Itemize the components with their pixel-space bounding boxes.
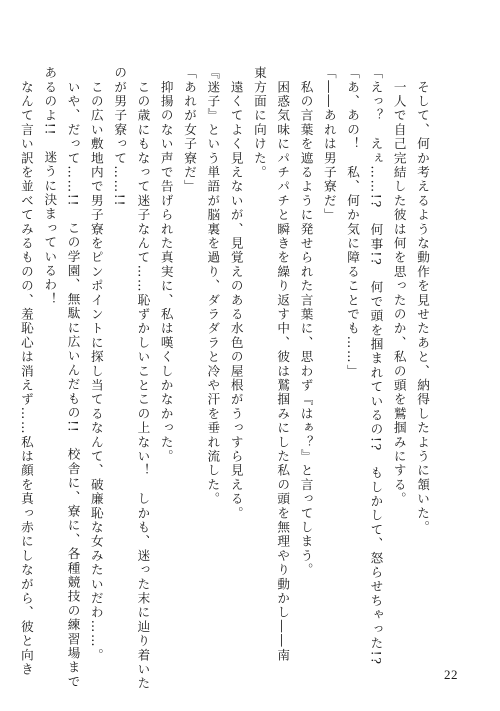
text-line: 『迷子』という単語が脳裏を過り、ダラダラと冷や汗を垂れ流した。 xyxy=(205,66,221,507)
text-line: 私の言葉を遮るように発せられた言葉に、思わず『はぁ？』と言ってしまう。 xyxy=(298,66,314,578)
text-line: 「えっ？ えぇ……!? 何事!? 何で頭を掴まれているの!? もしかして、怒らせちゃった!? xyxy=(368,66,384,666)
text-line: 「あ、あの！ 私、何か気に障ることでも……」 xyxy=(345,66,361,379)
text-line: 一人で自己完結した彼は何を思ったのか、私の頭を鷲掴みにする。 xyxy=(391,66,407,507)
text-line: 東方面に向けた。 xyxy=(251,66,267,180)
text-line: あるのよ!! 迷うに決まっているわ！ xyxy=(42,66,58,307)
text-line: いや、だって……!! この学園、無駄に広いんだもの!! 校舎に、寮に、各種競技の練習場まで xyxy=(65,66,81,690)
body-text xyxy=(18,66,434,691)
text-line: 「あれが女子寮だ」 xyxy=(182,66,198,194)
text-line: 抑揚のない声で告げられた真実に、私は嘆くしかなかった。 xyxy=(158,66,174,464)
text-line: のが男子寮って……!! xyxy=(112,66,128,208)
text-line: この広い敷地内で男子寮をピンポイントに探し当てるなんて、破廉恥な女みたいだわ……。 xyxy=(88,66,104,663)
text-line: そして、何か考えるような動作を見せたあと、納得したように頷いた。 xyxy=(415,66,430,535)
text-line: この歳にもなって迷子なんて……恥ずかしいことこの上ない！ しかも、迷った末に辿り着いた xyxy=(135,66,151,691)
text-line: なんて言い訳を並べてみるものの、羞恥心は消えず……私は顔を真っ赤にしながら、彼と向き xyxy=(18,66,34,677)
text-line: 遠くてよく見えないが、見覚えのある水色の屋根がうっすら見える。 xyxy=(228,66,244,521)
text-line: 困惑気味にパチパチと瞬きを繰り返す中、彼は鷲掴みにした私の頭を無理やり動かし――南 xyxy=(275,66,291,663)
text-line: 「――あれは男子寮だ」 xyxy=(321,66,337,223)
page-number: 22 xyxy=(444,667,458,682)
